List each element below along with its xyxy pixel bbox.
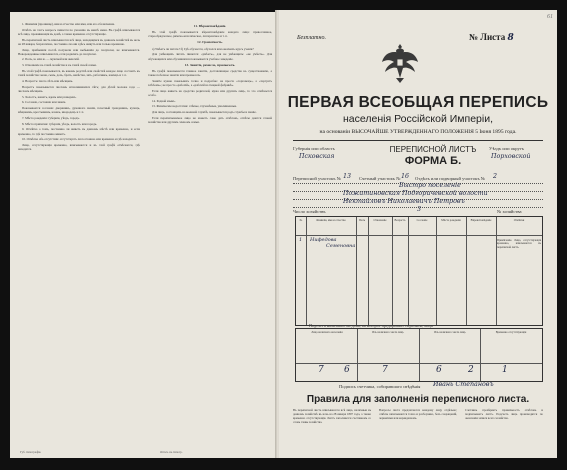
footer-imprint-left: Губ. типографія. <box>20 450 42 454</box>
section-heading: 11. Вѣроисповѣданіе. <box>193 24 227 28</box>
subtotal-value: 7 <box>318 365 324 375</box>
instruction-paragraph: 14. Родной языкъ. <box>152 98 176 103</box>
enumeration-district-value: 13 <box>343 173 352 180</box>
section-heading: 12. Грамотность. <box>197 40 223 45</box>
signature-label: Подпись счетчика, собиравшаго свѣдѣнія <box>339 384 421 389</box>
sheet-number <box>469 32 514 43</box>
row-surname: Нифедова <box>310 237 337 243</box>
instruction-paragraph: Отвѣтъ на этотъ вопросъ пишется по указанію въ книгѣ имен. Въ графѣ вписываются всѣ лица, проживающія въ домѣ, а также временно отсутствующіе. <box>18 27 140 36</box>
subtotal-table <box>295 328 543 382</box>
row-number: 1 <box>299 237 303 243</box>
instruction-paragraph: Для лицъ, состоящихъ на военной службѣ, показывается родъ службы и званіе. <box>152 110 257 115</box>
table-note: Примѣчаніе. Лица, отсутствующія временно, вписываются въ переписной листъ. <box>497 239 541 249</box>
table-header: Отношеніе <box>373 219 387 222</box>
footer-imprint-right: Отпеч. въ типогр. <box>160 450 183 454</box>
instruction-paragraph: Если переписываемое лицо не можетъ само дать отвѣтовъ, отвѣты даются главой хозяйства или другимъ членомъ семьи. <box>148 115 272 124</box>
household-number-label: № хозяйства <box>497 209 522 214</box>
instruction-paragraph: Въ этой графѣ показывается вѣроисповѣданіе каждаго лица: православное, старообрядческое, римско-католическое, лютеранское и т. п. <box>148 30 272 39</box>
table-header: Мѣсто рожденія <box>441 219 461 222</box>
table-header: Полъ <box>358 219 366 222</box>
table-header: Временно отсутствующія <box>495 331 527 334</box>
subtotal-value: 6 <box>344 365 350 375</box>
section-label: Отдѣлъ или подворный участокъ № <box>415 176 486 181</box>
section-value: 2 <box>493 173 498 180</box>
households-label: Число хозяйствъ <box>293 209 326 214</box>
households-value: 3 <box>417 206 422 213</box>
instruction-paragraph: 6. Сословіе, состояніе или званіе. <box>22 100 67 105</box>
count-district-label: Счетный участокъ № <box>359 176 401 181</box>
instruction-paragraph: Если лицо живетъ на средства родителей, мужа или другихъ лицъ, то это отмѣчается особо. <box>148 88 272 97</box>
instruction-paragraph: 2. Полъ, м. или ж. — мужской или женскій. <box>22 57 80 62</box>
table-header: Лица наличнаго населенія <box>311 331 343 334</box>
instruction-paragraph: Возрастъ показывается числомъ исполнившихся лѣтъ; для дѣтей моложе года — числомъ мѣсяцевъ. <box>18 84 140 93</box>
subtotal-value: 1 <box>502 365 508 375</box>
rules-column-3: Счетчикъ провѣряетъ правильность отвѣтовъ и подписываетъ листъ. Подсчетъ лицъ производится по окончаніи записи всего хозяйства. <box>465 408 543 421</box>
form-header-block <box>293 144 543 174</box>
table-header: Возрастъ <box>394 219 406 222</box>
instruction-paragraph: 1. Фамилия (прозвище), имя и отчество или имя, или его обозначение. <box>22 22 115 26</box>
instruction-paragraph: Лица, прибывшія послѣ полуночи или выбывшія до полуночи, не вписываются. Новорожденные вписываются, если родились до полуночи. <box>18 47 140 56</box>
table-header: Вѣроисповѣданіе <box>470 219 492 222</box>
row-patronymic: Семеновна <box>326 243 356 249</box>
form-subtitle: населенія Россійской Имперіи, <box>343 113 493 125</box>
instruction-paragraph: Занятіе нужно показывать точно и подробно: не просто «торговецъ», а «торгуетъ хлѣбомъ»; не просто «рабочій», а «рабочій на ткацкой фабрикѣ». <box>148 78 272 87</box>
instructions-column-1 <box>18 22 140 450</box>
rules-title: Правила для заполненія переписного листа. <box>306 394 530 405</box>
table-header: Изъ наличнаго числа лицъ <box>372 331 404 334</box>
instruction-paragraph: Въ этой графѣ показывается, въ какомъ родствѣ или свойствѣ каждое лицо состоитъ къ главѣ хозяйства: жена, сынъ, дочь, братъ, невѣстка, зять, работникъ, жилецъ и т. п. <box>18 68 140 78</box>
instruction-paragraph: 8. Мѣсто приписки: губернія, уѣздъ, волость или городъ. <box>22 121 98 126</box>
enumeration-district-label: Переписной участокъ № <box>293 176 342 181</box>
free-of-charge-label: Безплатно. <box>297 35 326 41</box>
uezd-value: Порховской <box>491 153 531 160</box>
form-title: ПЕРЕПИСНОЙ ЛИСТЪ <box>389 145 477 154</box>
instruction-paragraph: 4. Возрастъ: число лѣтъ или мѣсяцевъ. <box>22 78 74 83</box>
form-main-title: ПЕРВАЯ ВСЕОБЩАЯ ПЕРЕПИСЬ <box>287 94 549 111</box>
sheet-number-value: 8 <box>507 33 514 43</box>
instruction-paragraph: Въ переписной листъ вписываются всѣ лица, находящіяся въ данномъ хозяйствѣ въ ночь на 28 января, безразлично, постоянно ли они здѣсь живутъ или только временно. <box>18 37 140 46</box>
form-b-title: ФОРМА Б. <box>404 155 462 167</box>
volost-value: Пожатиновская Подгоричевской волости <box>343 190 488 197</box>
subtotal-label: Подсчетъ наличнаго на день, въ которое предприняте переписи, лицъ <box>309 323 433 328</box>
count-district-value: 16 <box>401 173 410 180</box>
archive-page-number: 61 <box>547 14 553 20</box>
census-entries-table <box>295 216 543 326</box>
instruction-paragraph: Лица, отсутствующія временно, вписываются и въ этой графѣ отмѣчается, гдѣ находятся. <box>18 143 140 152</box>
instruction-paragraph: 7. Мѣсто рожденія: губернія, уѣздъ, городъ. <box>22 115 80 120</box>
table-header: Сословіе <box>416 219 428 222</box>
subtotal-value: 2 <box>468 365 474 375</box>
settlement-value: Быстро поселеніе <box>399 182 461 189</box>
subtotal-value: 6 <box>436 365 442 375</box>
instruction-paragraph: Для умѣющихъ читать пишется: «умѣетъ», для не умѣющихъ: «не умѣетъ». Для обучающихся или обучавшихся показывается учебное заведеніе. <box>148 52 272 61</box>
instruction-paragraph: 9. Отмѣтка о томъ, постоянно ли живетъ въ данномъ мѣстѣ или временно, и если временно, то гдѣ постоянно живетъ. <box>18 127 140 136</box>
instruction-paragraph: 5. Холостъ, женатъ, вдовъ или разведенъ. <box>22 94 77 99</box>
table-header: Отмѣтки <box>513 219 525 222</box>
instruction-paragraph: а) Умѣетъ ли читать? б) Гдѣ обучается, обучался или окончилъ курсъ ученія? <box>152 46 254 51</box>
rules-column-1: Въ переписной листъ вписываются всѣ лица, наличныя въ данномъ хозяйствѣ въ ночь на 28 января 1897 года, а также временно отсутствующія. Листъ заполняется счетчикомъ со словъ главы хозяйства. <box>293 408 371 425</box>
owner-value: Нектайловъ Николаевичъ Петровъ <box>343 198 465 205</box>
instruction-paragraph: 15. Физическіе недостатки: слѣпые, глухонѣмые, умалишенные. <box>152 104 237 109</box>
gubernia-label: Губернія или область <box>293 146 335 151</box>
table-header: № <box>299 219 303 222</box>
signature-value: Ивань Степановъ <box>433 381 494 388</box>
subtotal-value: 7 <box>382 365 388 375</box>
left-page-instructions <box>10 12 278 458</box>
rules-column-2: Вопросы листа предлагаются каждому лицу отдѣльно; отвѣты записываются точно и разборчиво, безъ сокращеній, чернилами или карандашомъ. <box>379 408 457 421</box>
gubernia-value: Псковская <box>299 153 335 160</box>
right-page-census-form <box>279 10 557 458</box>
instruction-paragraph: 10. Отмѣтка объ отсутствіи: отсутствуетъ ли постоянно или временно и гдѣ находится. <box>22 137 137 142</box>
section-heading: 13. Занятіе, ремесло, промыселъ. <box>184 62 236 67</box>
legal-basis-line: на основаніи ВЫСОЧАЙШЕ УТВЕРЖДЕННАГО ПОЛОЖЕНІЯ 5 Іюня 1895 года. <box>319 129 517 135</box>
instruction-paragraph: Въ графѣ показывается главное занятіе, доставляющее средства къ существованію, а также побочное занятіе или промыселъ. <box>148 68 272 77</box>
sheet-number-label: № Листа <box>469 32 506 42</box>
instructions-column-2 <box>148 22 272 450</box>
uezd-label: Уѣздъ или округъ <box>489 146 525 151</box>
divider <box>293 140 543 141</box>
instruction-paragraph: Показывается сословіе: дворянинъ, духовнаго званія, почетный гражданинъ, купецъ, мѣщанинъ, крестьянинъ, казакъ, инородецъ и т. п. <box>18 106 140 115</box>
table-header: Фамилія, имя и отчество <box>316 219 346 222</box>
instruction-paragraph: 3. Отношеніе къ главѣ хозяйства и къ главѣ своей семьи. <box>22 63 97 68</box>
table-header: Изъ наличнаго числа лицъ <box>434 331 466 334</box>
imperial-eagle-icon <box>381 42 419 84</box>
